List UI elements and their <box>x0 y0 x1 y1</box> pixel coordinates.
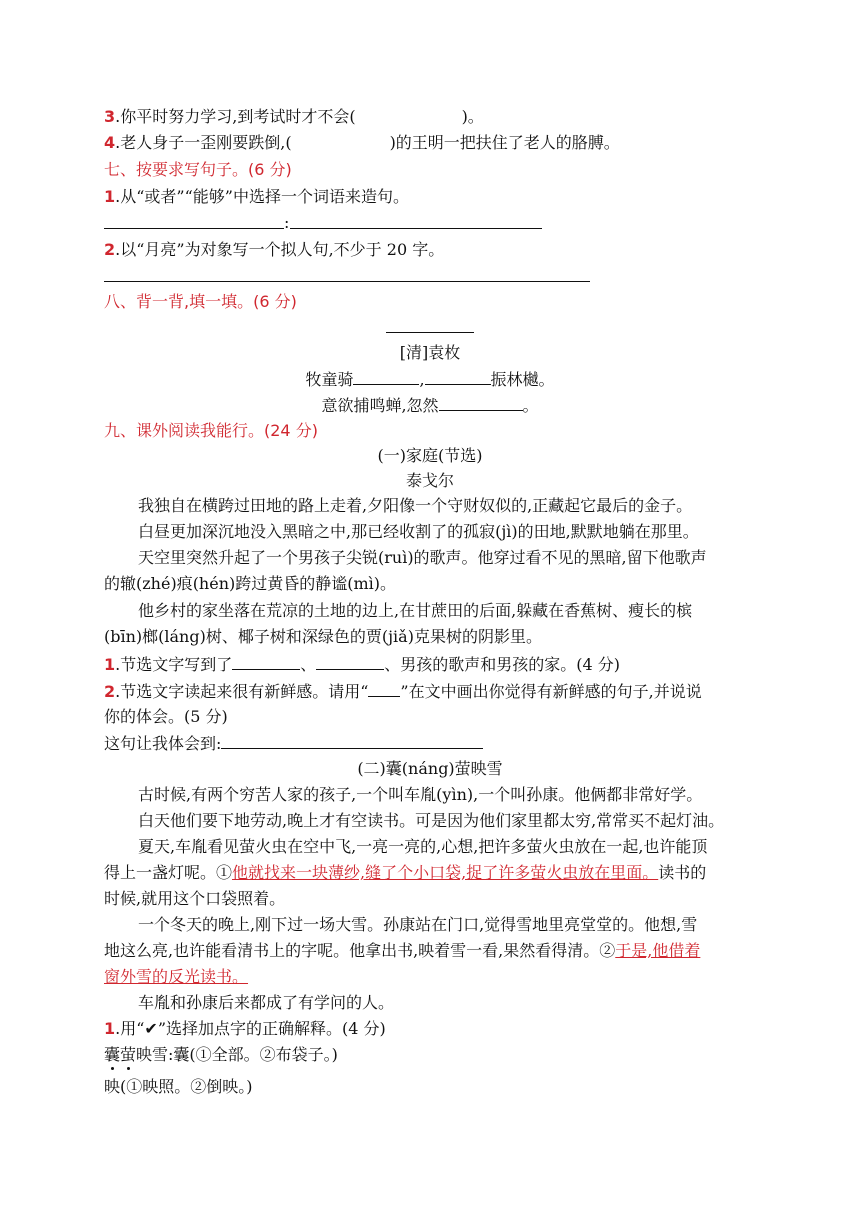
passage-2-para-4c <box>104 966 248 988</box>
passage-1-para-4b: (bīn)榔(láng)树、椰子树和深绿色的贾(jiǎ)克果树的阴影里。 <box>104 627 542 646</box>
item-number: 2 <box>104 240 116 259</box>
item-text: .老人身子一歪刚要跌倒,( <box>115 133 292 152</box>
option-row-1 <box>104 1044 338 1066</box>
passage-1-title: (一)家庭(节选) <box>377 446 483 465</box>
item-text: ”在文中画出你觉得有新鲜感的句子,并说说 <box>400 682 702 701</box>
para-text: 得上一盏灯呢。① <box>104 863 233 882</box>
item-number: 3 <box>104 107 116 126</box>
poem-line-2 <box>0 394 860 417</box>
item-text: .节选文字写到了 <box>115 655 233 674</box>
poem-author: [清]袁枚 <box>399 343 461 362</box>
item-number: 2 <box>104 682 116 701</box>
passage-1-para-3b: 的辙(zhé)痕(hén)跨过黄昏的静谧(mì)。 <box>104 574 397 593</box>
option-row-2[interactable]: 映(①映照。②倒映。) <box>104 1077 253 1096</box>
answer-line-part-1[interactable] <box>104 228 284 229</box>
q6-item-4 <box>104 132 620 154</box>
poem-blank[interactable] <box>439 394 523 411</box>
answer-blank[interactable] <box>221 732 483 749</box>
underline-sample <box>368 680 400 697</box>
poem-text: 。 <box>522 396 539 415</box>
item-number: 1 <box>104 1019 116 1038</box>
item-text-end: )的王明一把扶住了老人的胳膊。 <box>389 133 620 152</box>
item-text-end: )。 <box>461 107 484 126</box>
highlighted-sentence-2: 于是,他借着 <box>615 941 701 960</box>
passage-1-question-2 <box>104 680 702 703</box>
poem-blank[interactable] <box>425 368 491 385</box>
answer-row <box>104 732 483 755</box>
dotted-char: 囊 <box>104 1045 121 1064</box>
section-9-heading: 九、课外阅读我能行。(24 分) <box>104 421 318 440</box>
passage-2-para-2: 白天他们要下地劳动,晚上才有空读书。可是因为他们家里都太穷,常常买不起灯油。 <box>138 811 725 830</box>
answer-label: 这句让我体会到: <box>104 734 222 753</box>
answer-line-colon: : <box>284 213 290 232</box>
q6-item-3 <box>104 106 484 128</box>
answer-blank[interactable] <box>232 653 300 670</box>
highlighted-sentence-1: 他就找来一块薄纱,缝了个小口袋,捉了许多萤火虫放在里面。 <box>232 863 659 882</box>
option-text[interactable]: 映雪:囊(①全部。②布袋子。) <box>136 1045 338 1064</box>
dotted-char: 萤 <box>120 1045 137 1064</box>
passage-2-title: (二)囊(náng)萤映雪 <box>357 759 503 778</box>
poem-text: 意欲捕鸣蝉,忽然 <box>321 396 439 415</box>
passage-2-para-5: 车胤和孙康后来都成了有学问的人。 <box>138 993 395 1012</box>
item-text: .从“或者”“能够”中选择一个词语来造句。 <box>115 187 409 206</box>
section-8-heading: 八、背一背,填一填。(6 分) <box>104 292 297 311</box>
highlighted-sentence-2-cont: 窗外雪的反光读书。 <box>104 967 249 986</box>
para-text: 地这么亮,也许能看清书上的字呢。他拿出书,映着雪一看,果然看得清。② <box>104 941 616 960</box>
passage-2-para-1: 古时候,有两个穷苦人家的孩子,一个叫车胤(yìn),一个叫孙康。他俩都非常好学。 <box>138 785 703 804</box>
passage-2-para-3a: 夏天,车胤看见萤火虫在空中飞,一亮一亮的,心想,把许多萤火虫放在一起,也许能顶 <box>138 837 708 856</box>
item-text: .以“月亮”为对象写一个拟人句,不少于 20 字。 <box>115 240 445 259</box>
item-number: 1 <box>104 187 116 206</box>
para-text: 读书的 <box>658 863 707 882</box>
answer-line-part-2[interactable] <box>290 228 542 229</box>
item-number: 1 <box>104 655 116 674</box>
passage-2-para-3c: 时候,就用这个口袋照着。 <box>104 889 286 908</box>
poem-text: 牧童骑 <box>305 370 354 389</box>
answer-line[interactable] <box>104 281 590 282</box>
item-text: 、 <box>300 655 317 674</box>
passage-2-para-4a: 一个冬天的晚上,刚下过一场大雪。孙康站在门口,觉得雪地里亮堂堂的。他想,雪 <box>138 915 698 934</box>
poem-text: , <box>419 370 425 389</box>
passage-2-para-3b <box>104 862 706 884</box>
passage-2-question-1 <box>104 1018 386 1040</box>
poem-line-1 <box>0 368 860 391</box>
poem-blank[interactable] <box>353 368 419 385</box>
answer-blank[interactable] <box>316 653 384 670</box>
poem-text: 振林樾。 <box>490 370 555 389</box>
passage-1-para-2: 白昼更加深沉地没入黑暗之中,那已经收割了的孤寂(jì)的田地,默默地躺在那里。 <box>138 522 699 541</box>
item-text: .节选文字读起来很有新鲜感。请用“ <box>115 682 369 701</box>
q7-item-2 <box>104 239 444 261</box>
item-number: 4 <box>104 133 116 152</box>
item-text: .你平时努力学习,到考试时才不会( <box>115 107 356 126</box>
poem-title-blank[interactable] <box>386 332 474 333</box>
passage-1-author: 泰戈尔 <box>405 471 454 490</box>
passage-1-para-4a: 他乡村的家坐落在荒凉的土地的边上,在甘蔗田的后面,躲藏在香蕉树、瘦长的槟 <box>138 601 693 620</box>
item-text: 、男孩的歌声和男孩的家。(4 分) <box>384 655 621 674</box>
q7-item-1 <box>104 186 409 208</box>
section-7-heading: 七、按要求写句子。(6 分) <box>104 160 292 179</box>
passage-2-para-4b <box>104 940 700 962</box>
passage-1-para-3a: 天空里突然升起了一个男孩子尖锐(ruì)的歌声。他穿过看不见的黑暗,留下他歌声 <box>138 548 707 567</box>
passage-1-para-1: 我独自在横跨过田地的路上走着,夕阳像一个守财奴似的,正藏起它最后的金子。 <box>138 496 693 515</box>
passage-1-question-2-cont: 你的体会。(5 分) <box>104 707 228 726</box>
item-text: .用“✔”选择加点字的正确解释。(4 分) <box>115 1019 386 1038</box>
passage-1-question-1 <box>104 653 620 676</box>
